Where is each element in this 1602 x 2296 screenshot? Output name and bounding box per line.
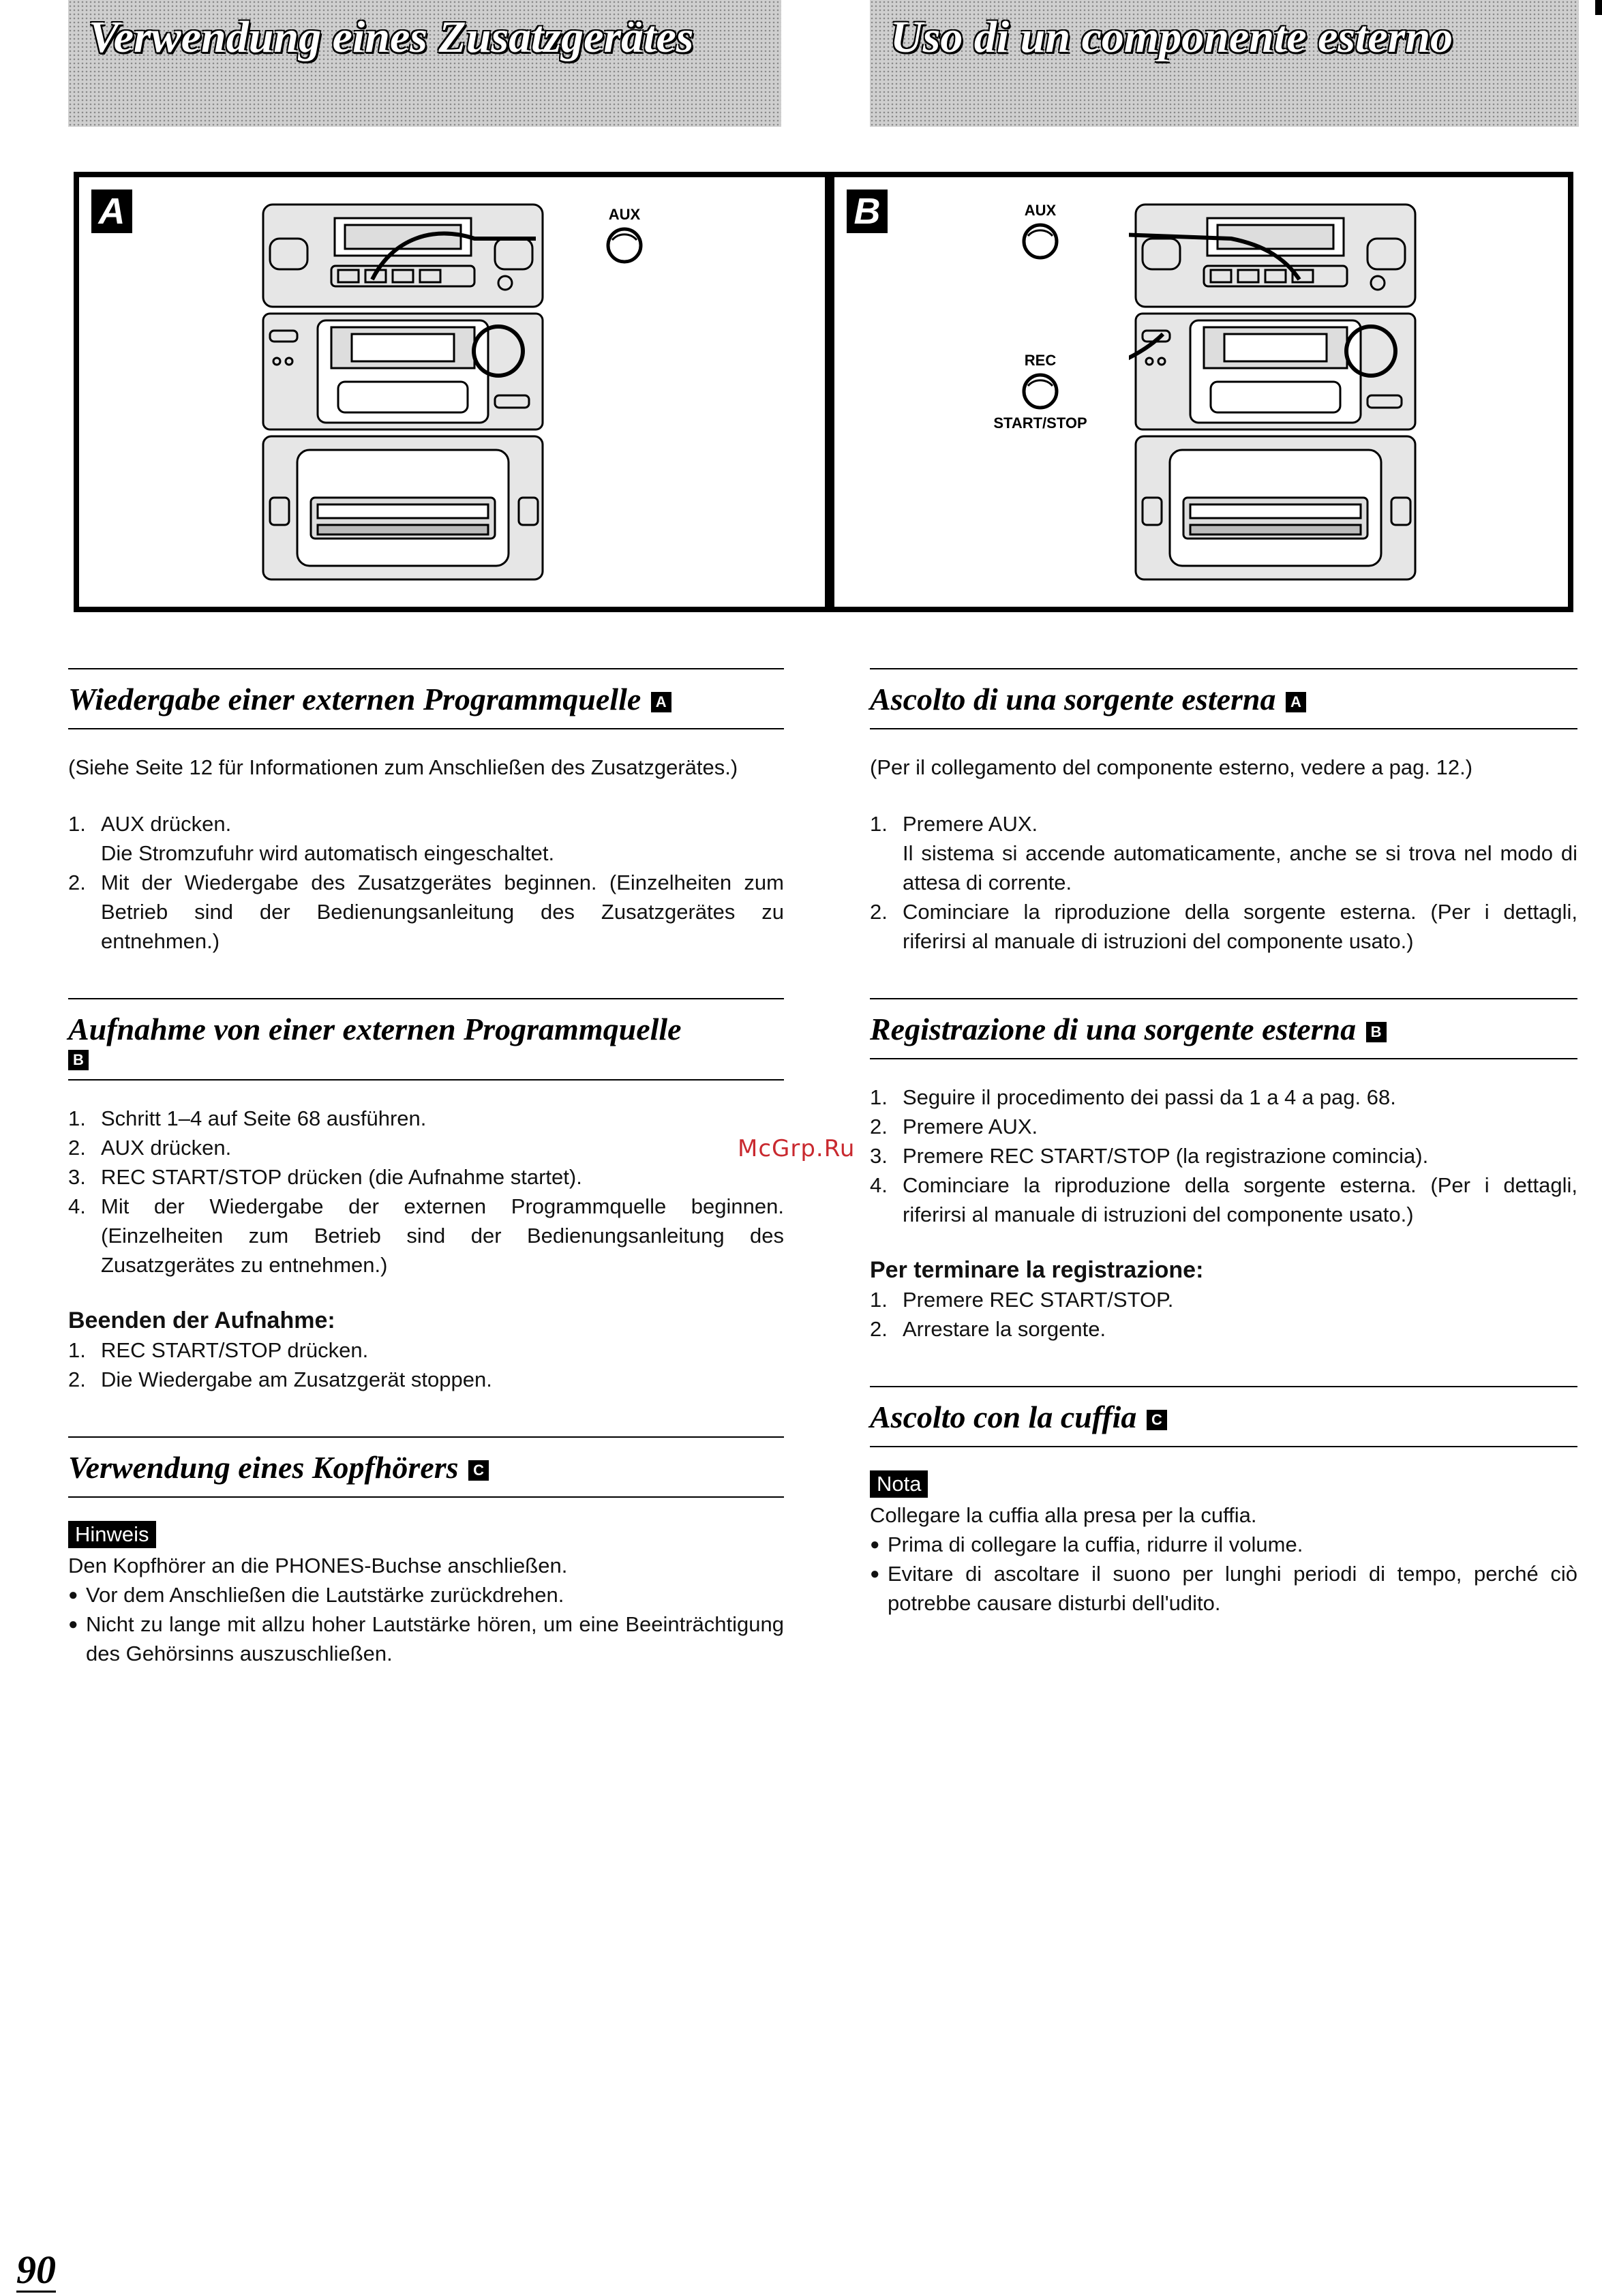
step-item: 1. AUX drücken. Die Stromzufuhr wird automatisch eingeschaltet. bbox=[68, 812, 555, 865]
banner-german bbox=[68, 0, 781, 127]
bullet-item: ● Vor dem Anschließen die Lautstärke zurückdrehen. bbox=[68, 1580, 784, 1610]
badge-b: B bbox=[1366, 1022, 1387, 1042]
rec-button-icon bbox=[1020, 371, 1061, 412]
stop-steps-list bbox=[68, 1335, 784, 1394]
bullet-item: ● Nicht zu lange mit allzu hoher Lautstärke hören, um eine Beeinträchtigung des Gehörsinns auszuschließen. bbox=[68, 1610, 784, 1668]
note-text: Collegare la cuffia alla presa per la cuffia. bbox=[870, 1503, 1257, 1527]
step-item: 2. Arrestare la sorgente. bbox=[870, 1317, 1106, 1341]
section-it-playback bbox=[870, 668, 1577, 956]
steps-list bbox=[870, 809, 1577, 956]
step-item: 1. Seguire il procedimento dei passi da 1 a 4 a pag. 68. bbox=[870, 1085, 1396, 1109]
badge-c: C bbox=[1147, 1410, 1167, 1430]
aux-button-b-icon bbox=[1020, 221, 1061, 262]
section-title: Wiedergabe einer externen Programmquelle bbox=[68, 682, 641, 716]
badge-c: C bbox=[468, 1460, 489, 1481]
steps-list bbox=[68, 809, 784, 956]
step-item: 3. REC START/STOP drücken (die Aufnahme startet). bbox=[68, 1165, 582, 1189]
section-it-recording-header bbox=[870, 998, 1577, 1059]
step-item: 1. Premere AUX. Il sistema si accende automaticamente, anche se si trova nel modo di attesa di corrente. bbox=[870, 812, 1577, 894]
intro-text: (Siehe Seite 12 für Informationen zum Anschließen des Zusatzgerätes.) bbox=[68, 755, 738, 779]
badge-a: A bbox=[651, 692, 671, 712]
section-de-recording bbox=[68, 998, 784, 1394]
corner-mark bbox=[1595, 0, 1602, 15]
step-item: 2. Die Wiedergabe am Zusatzgerät stoppen. bbox=[68, 1368, 492, 1391]
note-bullets bbox=[870, 1530, 1577, 1618]
section-de-headphones-header bbox=[68, 1436, 784, 1498]
stop-recording-heading: Beenden der Aufnahme: bbox=[68, 1308, 335, 1333]
note-label: Hinweis bbox=[68, 1521, 156, 1548]
watermark: McGrp.Ru bbox=[738, 1135, 856, 1162]
section-de-headphones bbox=[68, 1436, 784, 1668]
step-item: 2. Premere AUX. bbox=[870, 1115, 1038, 1138]
section-title: Aufnahme von einer externen Programmquelle bbox=[68, 1012, 682, 1046]
note-label: Nota bbox=[870, 1470, 928, 1498]
banner-italian bbox=[870, 0, 1579, 127]
stop-recording-heading: Per terminare la registrazione: bbox=[870, 1257, 1204, 1283]
figure-b-label: B bbox=[847, 190, 888, 233]
section-de-playback-header bbox=[68, 668, 784, 729]
rec-label: REC bbox=[1024, 352, 1057, 369]
step-item: 2. AUX drücken. bbox=[68, 1136, 232, 1160]
bullet-item: ● Prima di collegare la cuffia, ridurre il volume. bbox=[870, 1530, 1577, 1559]
section-title: Ascolto con la cuffia bbox=[870, 1400, 1137, 1434]
section-de-playback bbox=[68, 668, 784, 956]
badge-b: B bbox=[68, 1050, 89, 1070]
section-title: Registrazione di una sorgente esterna bbox=[870, 1012, 1357, 1046]
steps-list bbox=[68, 1104, 784, 1280]
step-item: 4. Cominciare la riproduzione della sorgente esterna. (Per i dettagli, riferirsi al manuale di istruzioni del componente usato.) bbox=[870, 1173, 1577, 1226]
stereo-system-a-illustration bbox=[256, 198, 556, 593]
german-column bbox=[68, 668, 784, 1710]
section-it-headphones bbox=[870, 1386, 1577, 1618]
intro-text: (Per il collegamento del componente esterno, vedere a pag. 12.) bbox=[870, 755, 1473, 779]
step-item: 2. Mit der Wiedergabe des Zusatzgerätes beginnen. (Einzelheiten zum Betrieb sind der Bedienungsanleitung des Zusatzgerätes zu entnehmen.) bbox=[68, 871, 784, 953]
section-de-recording-header bbox=[68, 998, 784, 1081]
steps-list bbox=[870, 1083, 1577, 1229]
stereo-system-b-illustration bbox=[1129, 198, 1429, 593]
aux-label-a: AUX bbox=[608, 206, 641, 223]
note-bullets bbox=[68, 1580, 784, 1668]
section-title: Verwendung eines Kopfhörers bbox=[68, 1450, 459, 1485]
figure-a-label: A bbox=[91, 190, 132, 233]
step-item: 1. REC START/STOP drücken. bbox=[68, 1338, 369, 1362]
step-item: 2. Cominciare la riproduzione della sorgente esterna. (Per i dettagli, riferirsi al manuale di istruzioni del componente usato.) bbox=[870, 900, 1577, 953]
step-item: 3. Premere REC START/STOP (la registrazione comincia). bbox=[870, 1144, 1429, 1168]
figure-divider bbox=[825, 177, 834, 607]
section-title: Ascolto di una sorgente esterna bbox=[870, 682, 1276, 716]
aux-label-b: AUX bbox=[1024, 202, 1057, 219]
step-item: 1. Premere REC START/STOP. bbox=[870, 1288, 1174, 1312]
banner-title-german: Verwendung eines Zusatzgerätes bbox=[89, 12, 694, 62]
note-text: Den Kopfhörer an die PHONES-Buchse anschließen. bbox=[68, 1554, 568, 1577]
step-item: 4. Mit der Wiedergabe der externen Programmquelle beginnen. (Einzelheiten zum Betrieb sind der Bedienungsanleitung des Zusatzgerätes zu entnehmen.) bbox=[68, 1194, 784, 1277]
section-it-recording bbox=[870, 998, 1577, 1344]
step-item: 1. Schritt 1–4 auf Seite 68 ausführen. bbox=[68, 1106, 427, 1130]
section-it-headphones-header bbox=[870, 1386, 1577, 1447]
italian-column bbox=[870, 668, 1577, 1660]
page-number: 90 bbox=[16, 2248, 56, 2292]
start-stop-label: START/STOP bbox=[993, 414, 1087, 432]
figure-panel bbox=[74, 172, 1573, 612]
aux-button-icon bbox=[604, 225, 645, 266]
bullet-item: ● Evitare di ascoltare il suono per lunghi periodi di tempo, perché ciò potrebbe causare disturbi dell'udito. bbox=[870, 1559, 1577, 1618]
stop-steps-list bbox=[870, 1285, 1577, 1344]
section-it-playback-header bbox=[870, 668, 1577, 729]
badge-a: A bbox=[1286, 692, 1306, 712]
banner-title-italian: Uso di un componente esterno bbox=[890, 12, 1453, 62]
